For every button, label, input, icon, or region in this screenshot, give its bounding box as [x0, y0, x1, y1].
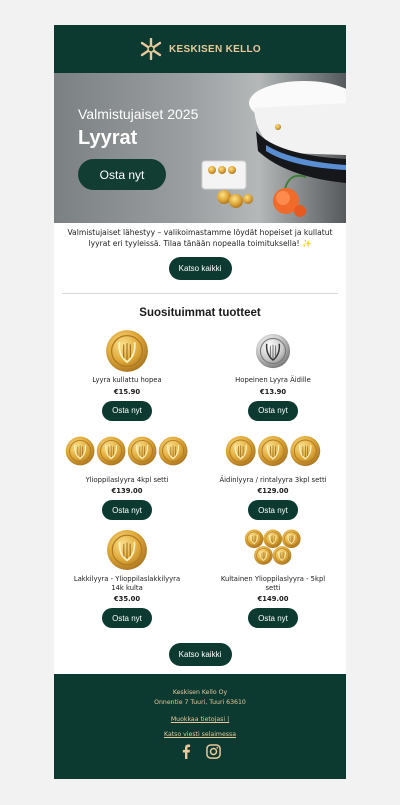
buy-button[interactable]: Osta nyt	[102, 401, 152, 421]
product-name[interactable]: Kultainen Ylioppilaslyyra - 5kpl setti	[220, 575, 326, 592]
buy-button[interactable]: Osta nyt	[102, 500, 152, 520]
product-price: €139.00	[111, 487, 143, 495]
product-image[interactable]	[225, 429, 321, 473]
company-address: Onnentie 7 Tuuri, Tuuri 63610	[154, 699, 246, 706]
gold-lyre-set-5-icon	[241, 529, 305, 571]
footer	[54, 674, 346, 779]
product-image[interactable]	[106, 528, 148, 572]
section-title: Suosituimmat tuotteet	[139, 307, 261, 319]
hero-subtitle: Valmistujaiset 2025	[78, 106, 199, 122]
product-image[interactable]	[255, 329, 291, 373]
buy-button[interactable]: Osta nyt	[248, 500, 298, 520]
silver-lyre-icon	[255, 331, 291, 371]
facebook-icon[interactable]	[179, 744, 194, 759]
product-name[interactable]: Ylioppilaslyyra 4kpl setti	[85, 475, 169, 484]
buy-button[interactable]: Osta nyt	[102, 608, 152, 628]
product-price: €35.00	[113, 595, 141, 603]
gold-cap-lyre-icon	[106, 529, 148, 571]
product-card	[200, 520, 346, 628]
buy-button[interactable]: Osta nyt	[248, 608, 298, 628]
product-card	[200, 421, 346, 521]
product-price: €129.00	[257, 487, 289, 495]
hero-shop-now-button[interactable]: Osta nyt	[78, 159, 166, 190]
gold-lyre-set-3-icon	[225, 434, 321, 468]
instagram-icon[interactable]	[206, 744, 221, 759]
product-price: €13.90	[259, 387, 287, 396]
product-image[interactable]	[65, 429, 189, 473]
product-card	[54, 520, 200, 628]
product-name[interactable]: Äidinlyyra / rintalyyra 3kpl setti	[219, 475, 327, 484]
product-price: €149.00	[257, 595, 289, 603]
product-name[interactable]: Hopeinen Lyyra Äidille	[235, 376, 311, 384]
gold-lyre-icon	[105, 329, 149, 373]
view-in-browser-link[interactable]: Katso viesti selaimessa	[164, 731, 236, 738]
buy-button[interactable]: Osta nyt	[248, 401, 298, 421]
product-name[interactable]: Lakkilyyra - Ylioppilaslakkilyyra 14k kulta	[73, 575, 181, 592]
product-image[interactable]	[241, 528, 305, 572]
header	[54, 25, 346, 73]
product-card	[200, 325, 346, 421]
product-image[interactable]	[105, 329, 149, 373]
brand-name[interactable]: KESKISEN KELLO	[169, 43, 261, 55]
hero-banner[interactable]	[54, 73, 346, 223]
intro-text: Valmistujaiset lähestyy – valikoimastamme löydät hopeiset ja kullatut lyyrat eri tyyleissä. Tilaa tänään nopealla toimituksella! ✨	[67, 228, 333, 248]
email-container	[54, 25, 346, 779]
bottom-see-all-button[interactable]: Katso kaikki	[169, 643, 232, 666]
gold-lyre-set-4-icon	[65, 434, 189, 468]
edit-details-link[interactable]: Muokkaa tietojasi |	[170, 716, 230, 723]
star-logo-icon[interactable]	[139, 38, 163, 60]
graduation-cap-image	[196, 73, 346, 223]
product-grid	[54, 325, 346, 628]
product-price: €15.90	[113, 387, 141, 396]
product-card	[54, 421, 200, 521]
see-all-button[interactable]: Katso kaikki	[169, 257, 232, 280]
divider	[62, 293, 338, 294]
product-name[interactable]: Lyyra kullattu hopea	[92, 376, 162, 384]
social-links	[54, 744, 346, 759]
hero-title: Lyyrat	[78, 127, 138, 149]
company-name: Keskisen Kello Oy	[172, 689, 228, 696]
product-card	[54, 325, 200, 421]
